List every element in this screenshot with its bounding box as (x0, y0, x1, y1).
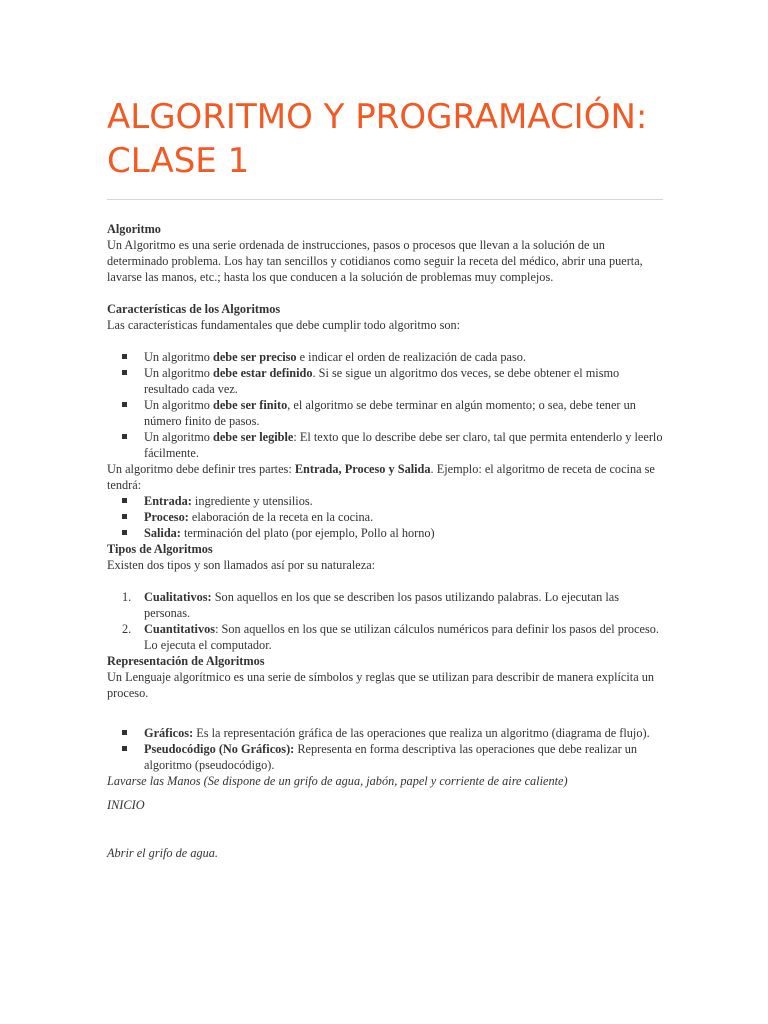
list-item: 2. Cuantitativos: Son aquellos en los que se utilizan cálculos numéricos para definir los pasos del proceso. Lo ejecuta el computador. (122, 622, 660, 652)
square-bullet-icon (122, 354, 127, 359)
square-bullet-icon (122, 434, 127, 439)
title-divider (107, 199, 663, 200)
title-line-1: ALGORITMO Y PROGRAMACIÓN: (107, 97, 648, 137)
square-bullet-icon (122, 514, 127, 519)
algoritmo-text: Un Algoritmo es una serie ordenada de instrucciones, pasos o procesos que llevan a la solución de un determinado problema. Los hay tan sencillos y cotidianos como seguir la receta del médico, abrir una puerta, lavarse las manos, etc.; hasta los que conducen a la solución de problemas muy complejos. (107, 238, 643, 284)
square-bullet-icon (122, 730, 127, 735)
document-body (107, 221, 663, 861)
algoritmo-heading: Algoritmo (107, 222, 161, 236)
list-item: Entrada: ingrediente y utensilios. (107, 493, 663, 509)
caracteristicas-intro: Las características fundamentales que debe cumplir todo algoritmo son: (107, 318, 461, 332)
tipos-list (107, 589, 663, 653)
list-item: Pseudocódigo (No Gráficos): Representa en forma descriptiva las operaciones que debe realizar un algoritmo (pseudocódigo). (107, 741, 663, 773)
list-item: Gráficos: Es la representación gráfica de las operaciones que realiza un algoritmo (diagrama de flujo). (107, 725, 663, 741)
representacion-list (107, 725, 663, 773)
square-bullet-icon (122, 402, 127, 407)
partes-paragraph: Un algoritmo debe definir tres partes: Entrada, Proceso y Salida. Ejemplo: el algoritmo de receta de cocina se tendrá: (107, 462, 655, 492)
square-bullet-icon (122, 530, 127, 535)
tipos-heading: Tipos de Algoritmos (107, 542, 213, 556)
list-item: Un algoritmo debe ser finito, el algoritmo se debe terminar en algún momento; o sea, debe tener un número finito de pasos. (107, 397, 663, 429)
caracteristicas-list (107, 349, 663, 461)
representacion-intro: Un Lenguaje algorítmico es una serie de símbolos y reglas que se utilizan para describir de manera explícita un proceso. (107, 670, 655, 700)
representacion-heading: Representación de Algoritmos (107, 654, 265, 668)
square-bullet-icon (122, 746, 127, 751)
example-title: Lavarse las Manos (Se dispone de un grifo de agua, jabón, papel y corriente de aire caliente) (107, 774, 568, 788)
list-item: Salida: terminación del plato (por ejemplo, Pollo al horno) (107, 525, 663, 541)
square-bullet-icon (122, 370, 127, 375)
list-item: Proceso: elaboración de la receta en la cocina. (107, 509, 663, 525)
tipos-intro: Existen dos tipos y son llamados así por su naturaleza: (107, 558, 376, 572)
example-inicio: INICIO (107, 798, 145, 812)
list-item: Un algoritmo debe estar definido. Si se sigue un algoritmo dos veces, se debe obtener el mismo resultado cada vez. (107, 365, 663, 397)
example-step: Abrir el grifo de agua. (107, 846, 219, 860)
list-item: Un algoritmo debe ser legible: El texto que lo describe debe ser claro, tal que permita entenderlo y leerlo fácilmente. (107, 429, 663, 461)
partes-list (107, 493, 663, 541)
page-title (107, 95, 647, 183)
list-item: 1. Cualitativos: Son aquellos en los que se describen los pasos utilizando palabras. Lo ejecutan las personas. (122, 590, 620, 620)
title-line-2: CLASE 1 (107, 141, 250, 181)
caracteristicas-heading: Características de los Algoritmos (107, 302, 281, 316)
square-bullet-icon (122, 498, 127, 503)
list-item: Un algoritmo debe ser preciso e indicar el orden de realización de cada paso. (107, 349, 663, 365)
